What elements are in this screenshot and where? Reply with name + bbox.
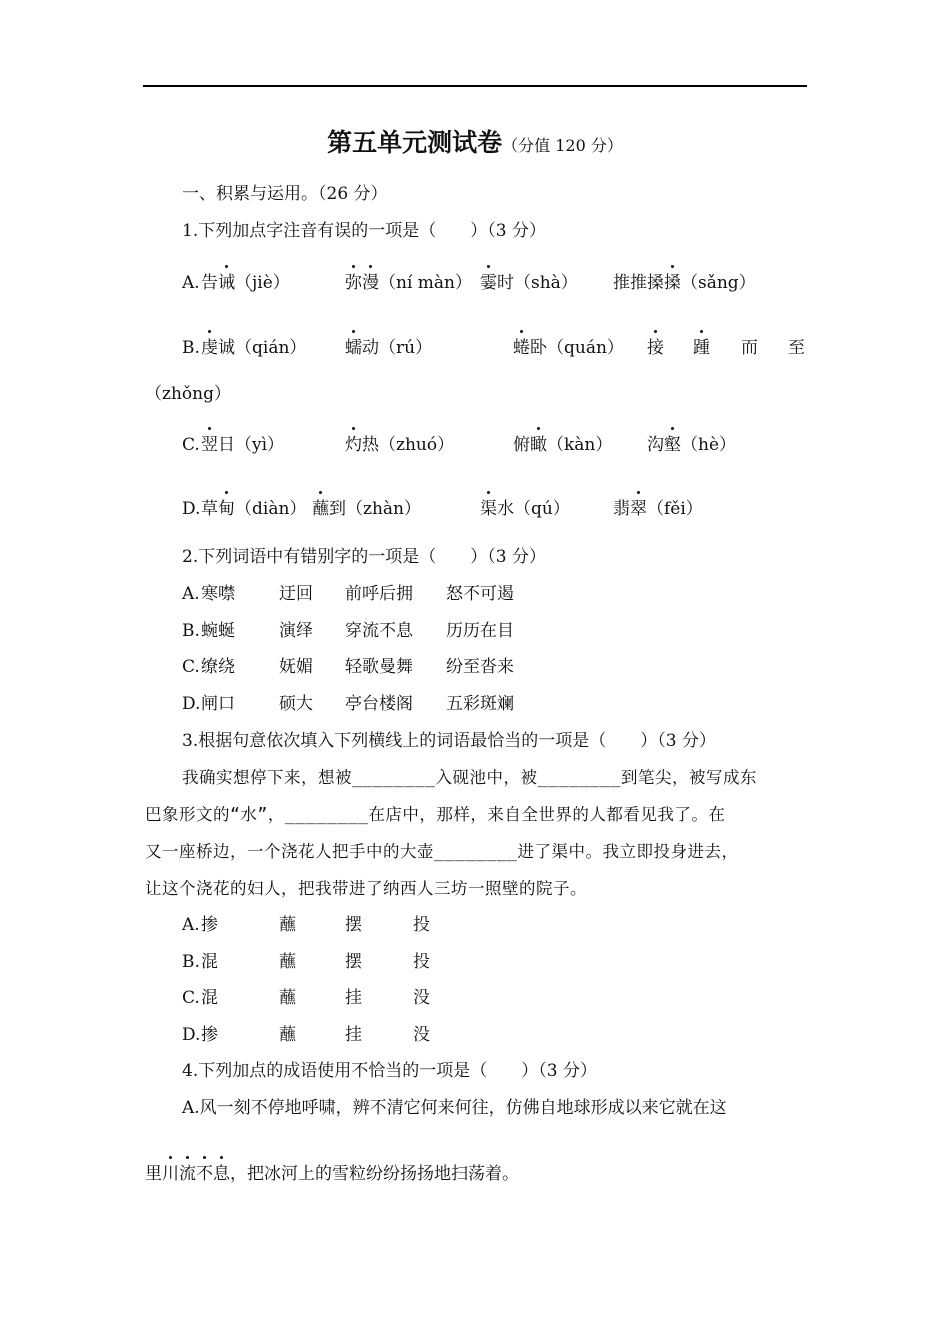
q1-c-item-3: 俯瞰（kàn） [513,435,613,455]
q2-d-word-2: 硕大 [279,694,313,714]
q2-c-word-2: 妩媚 [279,657,313,677]
score-note: （分值 120 分） [502,136,623,155]
q2-option-a-label: A. [182,584,200,604]
q3-a-word-3: 摆 [345,915,362,935]
dotted-char: 川 [162,1164,179,1184]
q2-b-word-4: 历历在目 [446,621,514,641]
q2-stem: 2.下列词语中有错别字的一项是（ ）（3 分） [182,547,546,567]
q3-c-word-4: 没 [413,988,430,1008]
q1-option-a-label: A. [182,273,200,293]
title-text: 第五单元测试卷 [327,128,503,157]
q1-b-item-2: 蠕动（rú） [345,338,433,358]
q1-option-b-label: B. [182,338,200,358]
q2-d-word-1: 闸口 [201,694,235,714]
q1-b-item-1: 虔诚（qián） [201,338,307,358]
q1-a-item-4: 推推搡搡（sǎng） [613,273,756,293]
dotted-char: 漫 [362,273,379,293]
q1-b-item-7: 至 [788,338,805,358]
q2-option-c-label: C. [182,657,200,677]
q3-b-word-4: 投 [413,952,430,972]
q3-a-word-1: 掺 [201,915,218,935]
q1-option-d-label: D. [182,499,201,519]
q1-d-item-4: 翡翠（fěi） [613,499,703,519]
q2-a-word-2: 迂回 [279,584,313,604]
q3-option-c-label: C. [182,988,200,1008]
q1-c-item-4: 沟壑（hè） [647,435,737,455]
q1-b-item-5: 踵 [693,338,710,358]
q2-c-word-4: 纷至沓来 [446,657,514,677]
q2-a-word-1: 寒噤 [201,584,235,604]
q3-d-word-1: 掺 [201,1025,218,1045]
q3-d-word-2: 蘸 [279,1025,296,1045]
q1-a-item-2: 弥漫（ní màn） [345,273,472,293]
q1-b-item-4: 接 [647,338,664,358]
dotted-char: 息 [213,1164,230,1184]
q3-stem: 3.根据句意依次填入下列横线上的词语最恰当的一项是（ ）（3 分） [182,731,716,751]
q1-b-item-6: 而 [741,338,758,358]
q1-b-item-3: 蜷卧（quán） [513,338,624,358]
q1-b-wrap: （zhǒng） [145,384,231,404]
q1-c-item-2: 灼热（zhuó） [345,435,455,455]
q2-a-word-4: 怒不可遏 [446,584,514,604]
q3-passage-line-2: 巴象形文的“水”，________在店中，那样，来自全世界的人都看见我了。在 [145,805,726,824]
dotted-idiom [162,1164,230,1184]
q1-a-item-3: 霎时（shà） [480,273,578,293]
dotted-char: 不 [196,1164,213,1184]
q1-a-item-1: 告诫（jiè） [201,273,290,293]
q2-c-word-1: 缭绕 [201,657,235,677]
q2-d-word-4: 五彩斑斓 [446,694,514,714]
q3-option-a-label: A. [182,915,200,935]
q3-d-word-3: 挂 [345,1025,362,1045]
q2-b-word-2: 演绎 [279,621,313,641]
q3-a-word-2: 蘸 [279,915,296,935]
q1-option-c-label: C. [182,435,200,455]
q3-passage-line-4: 让这个浇花的妇人，把我带进了纳西人三坊一照壁的院子。 [145,879,587,898]
q3-c-word-2: 蘸 [279,988,296,1008]
dotted-char: 流 [179,1164,196,1184]
q1-c-item-1: 翌日（yì） [201,435,285,455]
q3-b-word-1: 混 [201,952,218,972]
page-title [0,125,950,164]
q3-passage-line-3: 又一座桥边，一个浇花人把手中的大壶________进了渠中。我立即投身进去， [145,842,739,861]
q2-d-word-3: 亭台楼阁 [345,694,413,714]
q3-b-word-3: 摆 [345,952,362,972]
q4-option-a-line-1: A.风一刻不停地呼啸，辨不清它何来何往，仿佛自地球形成以来它就在这 [182,1098,727,1118]
q3-c-word-3: 挂 [345,988,362,1008]
q1-d-item-1: 草甸（diàn） [201,499,307,519]
q1-d-item-3: 渠水（qú） [480,499,570,519]
q3-c-word-1: 混 [201,988,218,1008]
q4-option-a-line-2: 里川流不息，把冰河上的雪粒纷纷扬扬地扫荡着。 [145,1164,519,1184]
q3-option-d-label: D. [182,1025,201,1045]
q3-a-word-4: 投 [413,915,430,935]
q4-stem: 4.下列加点的成语使用不恰当的一项是（ ）（3 分） [182,1061,597,1081]
q2-a-word-3: 前呼后拥 [345,584,413,604]
q3-b-word-2: 蘸 [279,952,296,972]
q2-b-word-1: 蜿蜒 [201,621,235,641]
q2-c-word-3: 轻歌曼舞 [345,657,413,677]
q2-option-d-label: D. [182,694,201,714]
q3-passage-line-1: 我确实想停下来，想被________入砚池中，被________到笔尖，被写成东 [182,768,757,787]
q2-b-word-3: 穿流不息 [345,621,413,641]
header-rule [143,85,807,87]
q1-stem: 1.下列加点字注音有误的一项是（ ）（3 分） [182,221,546,241]
q2-option-b-label: B. [182,621,200,641]
q1-d-item-2: 蘸到（zhàn） [312,499,421,519]
q3-option-b-label: B. [182,952,200,972]
dotted-char: 弥 [345,273,362,293]
section-heading: 一、积累与运用。（26 分） [182,184,388,204]
q3-d-word-4: 没 [413,1025,430,1045]
